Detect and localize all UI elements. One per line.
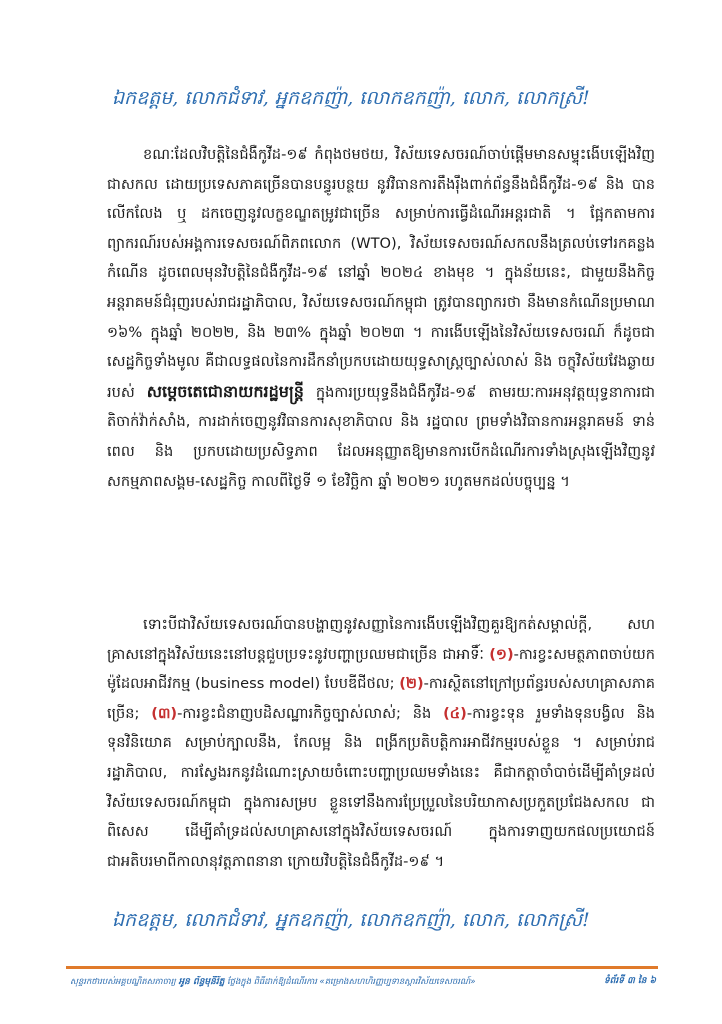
challenge-text-1: -ការខ្វះសមត្ថភាពចាប់យកម៉ូដែលអាជីវកម្ម (business model) បែបឌីជីថល; bbox=[107, 645, 655, 693]
page-number: ទំព័រទី ៣ នៃ ៦ bbox=[603, 976, 656, 986]
challenge-number-1: (១) bbox=[489, 645, 514, 663]
challenge-number-3: (៣) bbox=[151, 704, 178, 722]
challenge-text-2: -ការស្ថិតនៅក្រៅប្រព័ន្ធរបស់សហគ្រាសភាគច្រើន; bbox=[107, 675, 655, 722]
paragraph-2-intro: ទោះបីជាវិស័យទេសចរណ៍បានបង្ហាញនូវសញ្ញានៃការងើបឡើងវិញគួរឱ្យកត់សម្គាល់ក្តី, សហគ្រាសនៅក្នុងវិស័យនេះនៅបន្តជួបប្រទះនូវបញ្ហាប្រឈមជាច្រើន ជាអាទិ៍ៈ bbox=[107, 616, 655, 663]
paragraph-1 bbox=[107, 140, 655, 496]
salutation-top: ឯកឧត្តម, លោកជំទាវ, អ្នកឧកញ៉ា, លោកឧកញ៉ា, លោក, លោកស្រី! bbox=[112, 87, 590, 109]
challenge-number-4: (៤) bbox=[443, 704, 467, 722]
footer-suffix: ថ្លែងក្នុង ពិធីដាក់ឱ្យដំណើរការ «គម្រោងសហហិរញ្ញប្បទានស្តារវិស័យទេសចរណ៍» bbox=[227, 976, 476, 986]
footer-prefix: សុន្ទរកថារបស់អគ្គបណ្ឌិតសភាចារ្យ bbox=[70, 976, 176, 986]
paragraph-1-text-b: ក្នុងការប្រយុទ្ធនឹងជំងឺកូវីដ-១៩ តាមរយៈការអនុវត្តយុទ្ធនាការជាតិចាក់វ៉ាក់សាំង, ការដាក់ចេញនូវវិធានការសុខាភិបាល និង រដ្ឋបាល ព្រមទាំងវិធានការអន្តរាគមន៍ ទាន់ពេល និង ប្រកបដោយប្រសិទ្ធភាព ដែលអនុញ្ញាតឱ្យមានការបើកដំណើរការទាំងស្រុងឡើងវិញនូវសកម្មភាពសង្គម-សេដ្ឋកិច្ច កាលពីថ្ងៃទី ១ ខែវិច្ឆិកា ឆ្នាំ ២០២១ រហូតមកដល់បច្ចុប្បន្ន ។ bbox=[107, 383, 656, 490]
salutation-bottom: ឯកឧត្តម, លោកជំទាវ, អ្នកឧកញ៉ា, លោកឧកញ៉ា, លោក, លោកស្រី! bbox=[112, 909, 590, 931]
prime-minister-title: សម្តេចតេជោនាយករដ្ឋមន្ត្រី bbox=[146, 381, 304, 401]
footer-caption bbox=[70, 976, 540, 989]
footer-divider bbox=[66, 966, 658, 969]
footer-speaker-name: អូន ព័ន្ធមុនីរ័ត្ន bbox=[178, 977, 225, 987]
paragraph-1-text-a: ខណៈដែលវិបត្តិនៃជំងឺកូវីដ-១៩ កំពុងថមថយ, វិស័យទេសចរណ៍ចាប់ផ្តើមមានសម្ទុះងើបឡើងវិញជាសកល ដោយប្រទេសភាគច្រើនបានបន្ធូរបន្ថយ នូវវិធានការតឹងរ៉ឹងពាក់ព័ន្ធនឹងជំងឺកូវីដ-១៩ និង បានលើកលែង ឬ ដកចេញនូវលក្ខខណ្ឌតម្រូវជាច្រើន សម្រាប់ការធ្វើដំណើរអន្តរជាតិ ។ ផ្អែកតាមការព្យាករណ៍របស់អង្គការទេសចរណ៍ពិភពលោក (WTO), វិស័យទេសចរណ៍សកលនឹងត្រលប់ទៅរកគន្លងកំណើន ដូចពេលមុនវិបត្តិនៃជំងឺកូវីដ-១៩ នៅឆ្នាំ ២០២៤ ខាងមុខ ។ ក្នុងន័យនេះ, ជាមួយនឹងកិច្ចអន្តរាគមន៍ជំរុញរបស់រាជរដ្ឋាភិបាល, វិស័យទេសចរណ៍កម្ពុជា ត្រូវបានព្យាករថា នឹងមានកំណើនប្រមាណ ១៦% ក្នុងឆ្នាំ ២០២២, និង ២៣% ក្នុងឆ្នាំ ២០២៣ ។ ការងើបឡើងនៃវិស័យទេសចរណ៍ ក៏ដូចជាសេដ្ឋកិច្ចទាំងមូល គឺជាលទ្ធផលនៃការដឹកនាំប្រកបដោយយុទ្ធសាស្រ្តច្បាស់លាស់ និង ចក្ខុវិស័យវែងឆ្ងាយរបស់ bbox=[107, 146, 655, 401]
challenge-text-4: -ការខ្វះទុន រួមទាំងទុនបង្វិល និង ទុនវិនិយោគ សម្រាប់ក្បាលនឹង, កែលម្អ និង ពង្រីកប្រតិបត្តិការអាជីវកម្មរបស់ខ្លួន ។ សម្រាប់រាជរដ្ឋាភិបាល, ការស្វែងរកនូវដំណោះស្រាយចំពោះបញ្ហាប្រឈមទាំងនេះ គឺជាកត្តាចាំបាច់ដើម្បីគាំទ្រដល់វិស័យទេសចរណ៍កម្ពុជា ក្នុងការសម្រប ខ្លួនទៅនឹងការប្រែប្រួលនៃបរិយាកាសប្រកួតប្រជែងសកល ជាពិសេស ដើម្បីគាំទ្រដល់សហគ្រាសនៅក្នុងវិស័យទេសចរណ៍ ក្នុងការទាញយកផលប្រយោជន៍ជាអតិបរមាពីកាលានុវត្តភាពនានា ក្រោយវិបត្តិនៃជំងឺកូវីដ-១៩ ។ bbox=[107, 704, 656, 870]
paragraph-2 bbox=[107, 610, 655, 876]
challenge-text-3: -ការខ្វះជំនាញបដិសណ្ឋារកិច្ចច្បាស់លាស់; និង bbox=[177, 704, 432, 722]
challenge-number-2: (២) bbox=[399, 675, 424, 693]
